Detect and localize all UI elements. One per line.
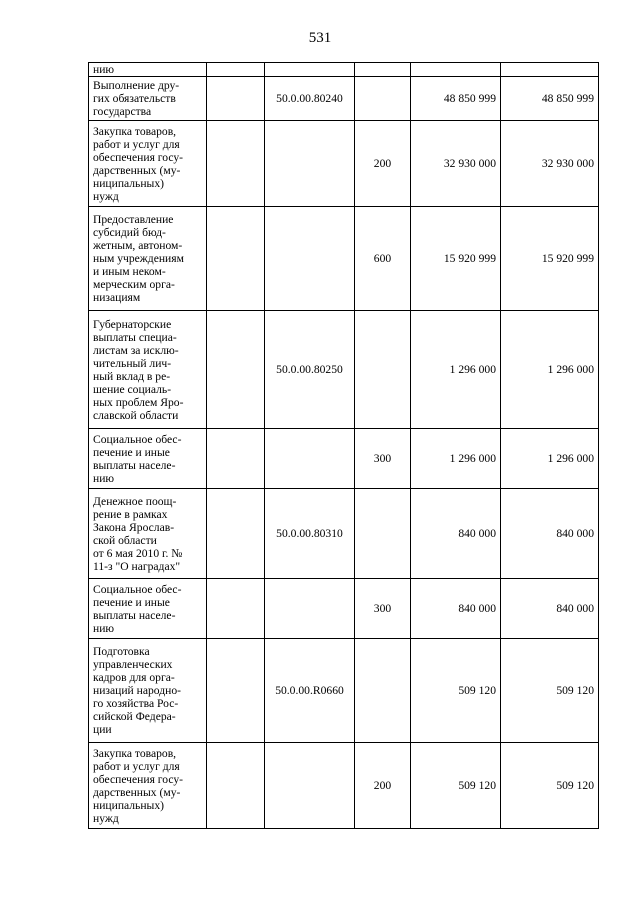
row-code: 50.0.00.80240: [265, 77, 355, 121]
row-empty: [207, 639, 265, 743]
row-name: Губернаторские выплаты специа- листам за исклю- чительный лич- ный вклад в ре- шение социаль- ных проблем Яро- славской области: [89, 311, 207, 429]
row-sum-2: 48 850 999: [501, 77, 599, 121]
table-row: [89, 579, 599, 639]
row-sum-1: [411, 63, 501, 77]
row-empty: [207, 121, 265, 207]
row-code: [265, 63, 355, 77]
row-expense-type: [355, 639, 411, 743]
row-name: Социальное обес- печение и иные выплаты населе- нию: [89, 579, 207, 639]
row-expense-type: 300: [355, 429, 411, 489]
row-code: 50.0.00.R0660: [265, 639, 355, 743]
row-sum-2: 840 000: [501, 579, 599, 639]
row-empty: [207, 77, 265, 121]
table-row: [89, 429, 599, 489]
row-sum-1: 840 000: [411, 579, 501, 639]
row-code: [265, 429, 355, 489]
row-code: 50.0.00.80310: [265, 489, 355, 579]
table-row: [89, 639, 599, 743]
row-name: Денежное поощ- рение в рамках Закона Ярослав- ской области от 6 мая 2010 г. № 11-з "О наградах": [89, 489, 207, 579]
row-sum-2: 15 920 999: [501, 207, 599, 311]
row-code: [265, 743, 355, 829]
row-name: Социальное обес- печение и иные выплаты населе- нию: [89, 429, 207, 489]
budget-table: [88, 62, 599, 829]
row-name: Предоставление субсидий бюд- жетным, автоном- ным учреждениям и иным неком- мерческим орга- низациям: [89, 207, 207, 311]
row-empty: [207, 207, 265, 311]
table-row: [89, 743, 599, 829]
row-sum-1: 509 120: [411, 639, 501, 743]
row-empty: [207, 311, 265, 429]
row-sum-2: 840 000: [501, 489, 599, 579]
row-expense-type: 300: [355, 579, 411, 639]
row-sum-2: [501, 63, 599, 77]
table-row: [89, 63, 599, 77]
row-code: [265, 207, 355, 311]
row-sum-1: 32 930 000: [411, 121, 501, 207]
row-expense-type: 600: [355, 207, 411, 311]
row-expense-type: [355, 77, 411, 121]
row-empty: [207, 63, 265, 77]
row-sum-2: 1 296 000: [501, 311, 599, 429]
row-sum-2: 509 120: [501, 743, 599, 829]
row-sum-2: 1 296 000: [501, 429, 599, 489]
row-sum-1: 840 000: [411, 489, 501, 579]
row-sum-1: 1 296 000: [411, 311, 501, 429]
table-row: [89, 207, 599, 311]
row-expense-type: [355, 311, 411, 429]
row-empty: [207, 489, 265, 579]
row-expense-type: [355, 63, 411, 77]
row-code: [265, 121, 355, 207]
table-row: [89, 311, 599, 429]
row-name: Подготовка управленческих кадров для орга- низаций народно- го хозяйства Рос- сийской Федера- ции: [89, 639, 207, 743]
row-sum-1: 1 296 000: [411, 429, 501, 489]
row-expense-type: 200: [355, 743, 411, 829]
page-number: 531: [308, 30, 332, 46]
row-code: 50.0.00.80250: [265, 311, 355, 429]
row-sum-1: 15 920 999: [411, 207, 501, 311]
table-row: [89, 77, 599, 121]
row-sum-2: 32 930 000: [501, 121, 599, 207]
row-name: Закупка товаров, работ и услуг для обеспечения госу- дарственных (му- ниципальных) нужд: [89, 121, 207, 207]
row-empty: [207, 429, 265, 489]
row-sum-2: 509 120: [501, 639, 599, 743]
row-sum-1: 48 850 999: [411, 77, 501, 121]
table-row: [89, 489, 599, 579]
row-empty: [207, 743, 265, 829]
table-row: [89, 121, 599, 207]
row-name: нию: [89, 63, 207, 77]
row-expense-type: 200: [355, 121, 411, 207]
row-sum-1: 509 120: [411, 743, 501, 829]
row-empty: [207, 579, 265, 639]
row-name: Закупка товаров, работ и услуг для обеспечения госу- дарственных (му- ниципальных) нужд: [89, 743, 207, 829]
row-code: [265, 579, 355, 639]
row-expense-type: [355, 489, 411, 579]
row-name: Выполнение дру- гих обязательств государства: [89, 77, 207, 121]
